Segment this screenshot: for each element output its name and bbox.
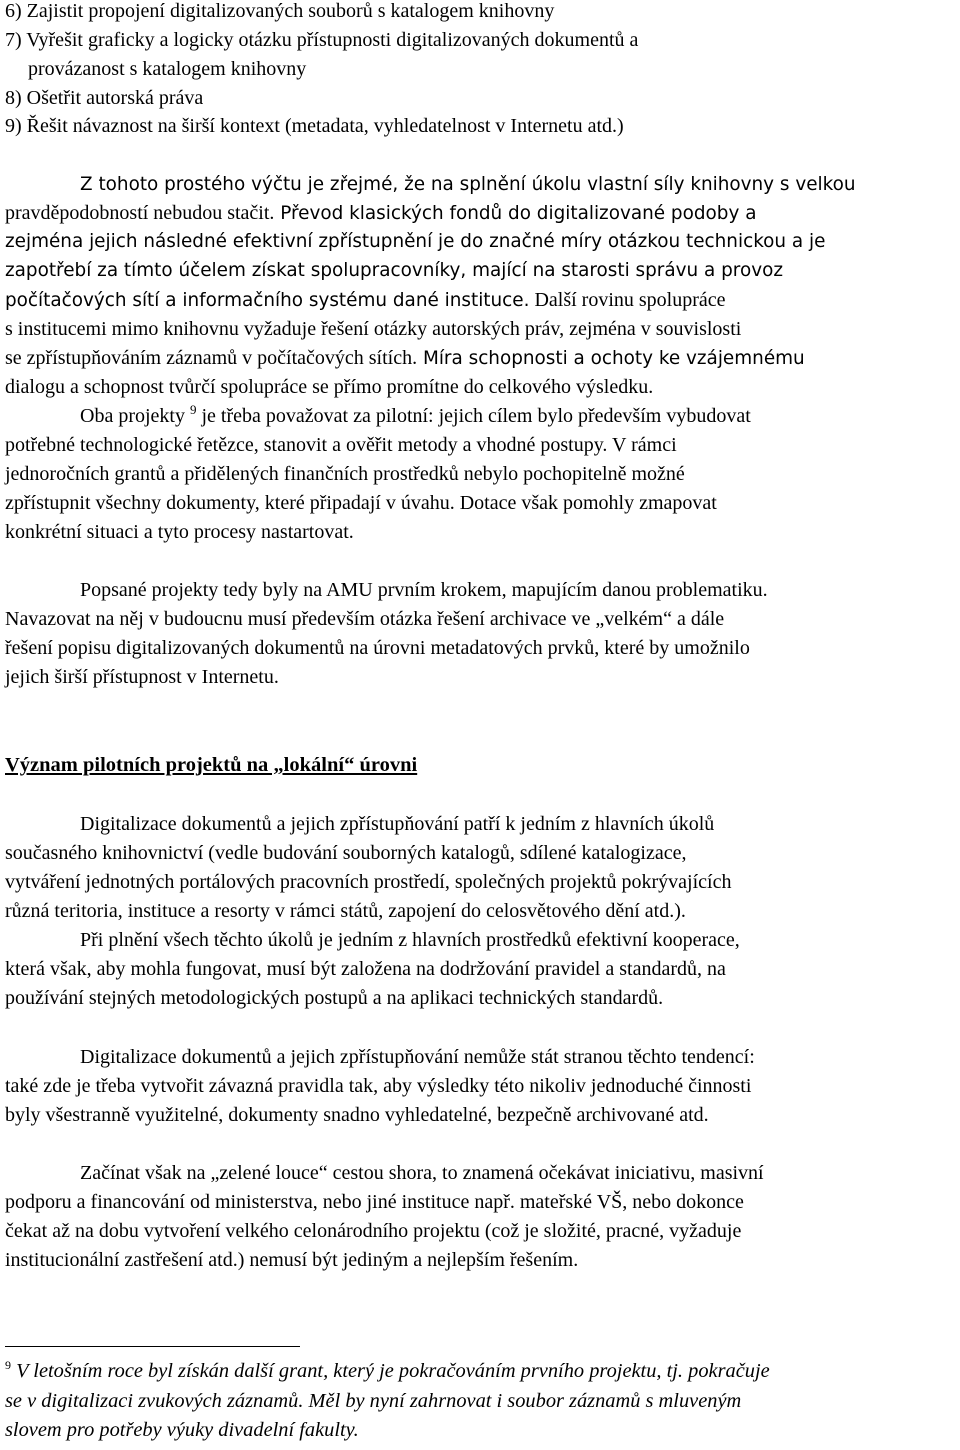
text-run: Oba projekty	[80, 405, 190, 427]
list-item-6: 6) Zajistit propojení digitalizovaných souborů s katalogem knihovny	[5, 0, 555, 22]
paragraph-line: jejich širší přístupnost v Internetu.	[5, 666, 279, 688]
list-item-9: 9) Řešit návaznost na širší kontext (metadata, vyhledatelnost v Internetu atd.)	[5, 115, 624, 137]
section-heading: Význam pilotních projektů na „lokální“ úrovni	[5, 754, 418, 776]
text-run: je třeba považovat za pilotní: jejich cílem bylo především vybudovat	[196, 405, 751, 427]
paragraph-line: potřebné technologické řetězce, stanovit a ověřit metody a vhodné postupy. V rámci	[5, 434, 677, 456]
paragraph-line: zpřístupnit všechny dokumenty, které připadají v úvahu. Dotace však pomohly zmapovat	[5, 492, 717, 514]
paragraph-line	[5, 202, 756, 225]
paragraph-line: Navazovat na něj v budoucnu musí především otázka řešení archivace ve „velkém“ a dále	[5, 608, 725, 630]
text-run: Míra schopnosti a ochoty ke vzájemnému	[417, 348, 805, 369]
footnote-separator	[5, 1346, 300, 1347]
text-run: Další rovinu spolupráce	[529, 289, 726, 311]
paragraph-line: zejména jejich následné efektivní zpřístupnění je do značné míry otázkou technickou a je	[5, 231, 826, 252]
paragraph-line: současného knihovnictví (vedle budování souborných katalogů, sdílené katalogizace,	[5, 842, 687, 864]
footnote-reference[interactable]: 9	[189, 402, 197, 417]
paragraph-line: zapotřebí za tímto účelem získat spolupracovníky, mající na starosti správu a provoz	[5, 260, 784, 281]
paragraph-line: institucionální zastřešení atd.) nemusí být jediným a nejlepším řešením.	[5, 1249, 579, 1271]
paragraph-line: Začínat však na „zelené louce“ cestou shora, to znamená očekávat iniciativu, masivní	[80, 1162, 764, 1184]
paragraph-line: Digitalizace dokumentů a jejich zpřístupňování patří k jedním z hlavních úkolů	[80, 813, 715, 835]
paragraph-line: vytváření jednotných portálových pracovních prostředí, společných projektů pokrývajících	[5, 871, 732, 893]
paragraph-line: dialogu a schopnost tvůrčí spolupráce se přímo promítne do celkového výsledku.	[5, 376, 654, 398]
paragraph-line: také zde je třeba vytvořit závazná pravidla tak, aby výsledky této nikoliv jednoduché činnosti	[5, 1075, 752, 1097]
text-run: počítačových sítí a informačního systému dané instituce.	[5, 290, 530, 311]
paragraph-line: která však, aby mohla fungovat, musí být založena na dodržování pravidel a standardů, na	[5, 958, 726, 980]
list-item-7: 7) Vyřešit graficky a logicky otázku přístupnosti digitalizovaných dokumentů a	[5, 29, 639, 51]
text-run: pravděpodobností nebudou stačit.	[5, 202, 275, 224]
paragraph-line: konkrétní situaci a tyto procesy nastartovat.	[5, 521, 354, 543]
footnote-line	[5, 1360, 770, 1383]
paragraph-line: používání stejných metodologických postupů a na aplikaci technických standardů.	[5, 987, 664, 1009]
paragraph-line: podporu a financování od ministerstva, nebo jiné instituce např. mateřské VŠ, nebo dokonce	[5, 1191, 744, 1213]
paragraph-line: čekat až na dobu vytvoření velkého celonárodního projektu (což je složité, pracné, vyžaduje	[5, 1220, 742, 1242]
footnote-line: slovem pro potřeby výuky divadelní fakulty.	[5, 1419, 359, 1441]
paragraph-line	[5, 289, 726, 312]
paragraph-line: Z tohoto prostého výčtu je zřejmé, že na splnění úkolu vlastní síly knihovny s velkou	[80, 174, 856, 195]
paragraph-line: jednoročních grantů a přidělených finančních prostředků nebylo pochopitelně možné	[5, 463, 685, 485]
paragraph-line: Digitalizace dokumentů a jejich zpřístupňování nemůže stát stranou těchto tendencí:	[80, 1046, 755, 1068]
paragraph-line: řešení popisu digitalizovaných dokumentů na úrovni metadatových prvků, které by umožnilo	[5, 637, 750, 659]
paragraph-line	[5, 347, 805, 370]
list-item-7-continued: provázanost s katalogem knihovny	[28, 58, 307, 80]
text-run: se zpřístupňováním záznamů v počítačových sítích.	[5, 347, 418, 369]
list-item-8: 8) Ošetřit autorská práva	[5, 87, 204, 109]
footnote-number: 9	[5, 1358, 11, 1372]
footnote-line: se v digitalizaci zvukových záznamů. Měl by nyní zahrnovat i soubor záznamů s mluveným	[5, 1390, 742, 1412]
text-run: V letošním roce byl získán další grant, který je pokračováním prvního projektu, tj. pokračuje	[11, 1360, 770, 1382]
paragraph-line: byly všestranně využitelné, dokumenty snadno vyhledatelné, bezpečně archivované atd.	[5, 1104, 709, 1126]
paragraph-line	[80, 402, 751, 428]
paragraph-line: s institucemi mimo knihovnu vyžaduje řešení otázky autorských práv, zejména v souvislosti	[5, 318, 742, 340]
text-run: Převod klasických fondů do digitalizované podoby a	[274, 203, 757, 224]
paragraph-line: různá teritoria, instituce a resorty v rámci států, zapojení do celosvětového dění atd.).	[5, 900, 686, 922]
paragraph-line: Při plnění všech těchto úkolů je jedním z hlavních prostředků efektivní kooperace,	[80, 929, 740, 951]
paragraph-line: Popsané projekty tedy byly na AMU prvním krokem, mapujícím danou problematiku.	[80, 579, 768, 601]
